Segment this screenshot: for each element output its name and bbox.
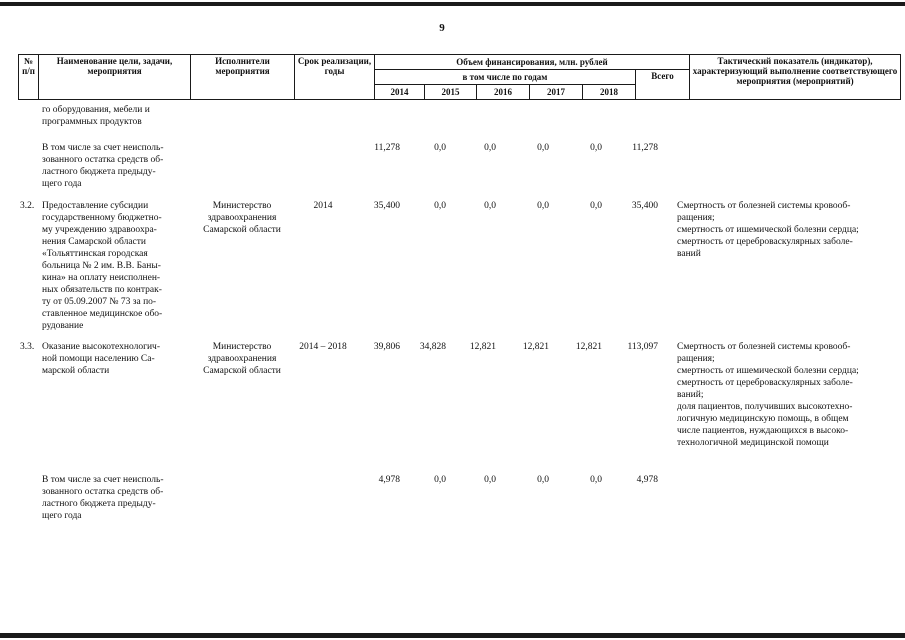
value-2018: 0,0 bbox=[590, 475, 602, 485]
header-year: 2015 bbox=[425, 85, 477, 100]
row-term: 2014 bbox=[313, 201, 333, 211]
header-funding: Объем финансирования, млн. рублей bbox=[375, 55, 690, 70]
table-header bbox=[18, 54, 901, 100]
value-2015: 0,0 bbox=[434, 475, 446, 485]
value-2018: 0,0 bbox=[590, 201, 602, 211]
value-2014: 39,806 bbox=[373, 342, 400, 352]
row-name: В том числе за счет неисполь- зованного остатка средств об- ластного бюджета предыду- щего года bbox=[42, 143, 164, 189]
value-2017: 0,0 bbox=[537, 201, 549, 211]
value-total: 11,278 bbox=[632, 143, 658, 153]
value-total: 4,978 bbox=[636, 475, 658, 485]
value-2018: 0,0 bbox=[590, 143, 602, 153]
value-2017: 0,0 bbox=[537, 143, 549, 153]
row-number: 3.3. bbox=[20, 342, 35, 352]
header-year: 2016 bbox=[477, 85, 530, 100]
value-2015: 0,0 bbox=[434, 143, 446, 153]
value-total: 113,097 bbox=[627, 342, 658, 352]
header-no: № п/п bbox=[19, 55, 39, 100]
row-indicator: Смертность от болезней системы кровооб- ращения; смертность от ишемической болезни сердца; смертность от цереброваскулярных заболе- ваний; доля пациентов, получивших высокотехно- логичную медицинскую помощь, в общем числе пациентов, нуждающихся в высоко- технологичной медицинской помощи bbox=[677, 342, 859, 448]
value-2016: 0,0 bbox=[484, 143, 496, 153]
value-2014: 35,400 bbox=[373, 201, 400, 211]
header-executor: Исполнители мероприятия bbox=[191, 55, 295, 100]
value-2016: 0,0 bbox=[484, 475, 496, 485]
row-indicator: Смертность от болезней системы кровооб- ращения; смертность от ишемической болезни сердца; смертность от цереброваскулярных заболе- ваний bbox=[677, 201, 859, 259]
row-executor: Министерство здравоохранения Самарской области bbox=[203, 342, 281, 376]
page-number: 9 bbox=[439, 22, 445, 34]
row-number: 3.2. bbox=[20, 201, 35, 211]
row-name: Оказание высокотехнологич- ной помощи населению Са- марской области bbox=[42, 342, 160, 376]
header-term: Срок реализации, годы bbox=[295, 55, 375, 100]
value-2014: 4,978 bbox=[378, 475, 400, 485]
header-by-year: в том числе по годам bbox=[375, 70, 636, 85]
value-total: 35,400 bbox=[631, 201, 658, 211]
header-total: Всего bbox=[636, 70, 690, 100]
header-year: 2018 bbox=[583, 85, 636, 100]
value-2016: 0,0 bbox=[484, 201, 496, 211]
row-name: го оборудования, мебели и программных продуктов bbox=[42, 105, 150, 127]
header-indicator: Тактический показатель (индикатор), характеризующий выполнение соответствующего мероприятия (мероприятий) bbox=[690, 55, 901, 100]
row-name: В том числе за счет неисполь- зованного остатка средств об- ластного бюджета предыду- щего года bbox=[42, 475, 164, 521]
top-border-line bbox=[0, 2, 905, 6]
header-name: Наименование цели, задачи, мероприятия bbox=[39, 55, 191, 100]
row-term: 2014 – 2018 bbox=[299, 342, 347, 352]
header-year: 2017 bbox=[530, 85, 583, 100]
value-2017: 12,821 bbox=[522, 342, 549, 352]
row-name: Предоставление субсидии государственному бюджетно- му учреждению здравоохра- нения Самарской области «Тольяттинская городская больница № 2 им. В.В. Баны- кина» на оплату неисполнен- ных обязательств по контрак- ту от 05.09.2007 № 73 за по- ставленное медицинское обо- рудование bbox=[42, 201, 163, 331]
value-2017: 0,0 bbox=[537, 475, 549, 485]
value-2015: 34,828 bbox=[419, 342, 446, 352]
row-executor: Министерство здравоохранения Самарской области bbox=[203, 201, 281, 235]
bottom-border-line bbox=[0, 633, 905, 638]
value-2015: 0,0 bbox=[434, 201, 446, 211]
header-year: 2014 bbox=[375, 85, 425, 100]
value-2016: 12,821 bbox=[469, 342, 496, 352]
value-2014: 11,278 bbox=[374, 143, 400, 153]
value-2018: 12,821 bbox=[575, 342, 602, 352]
